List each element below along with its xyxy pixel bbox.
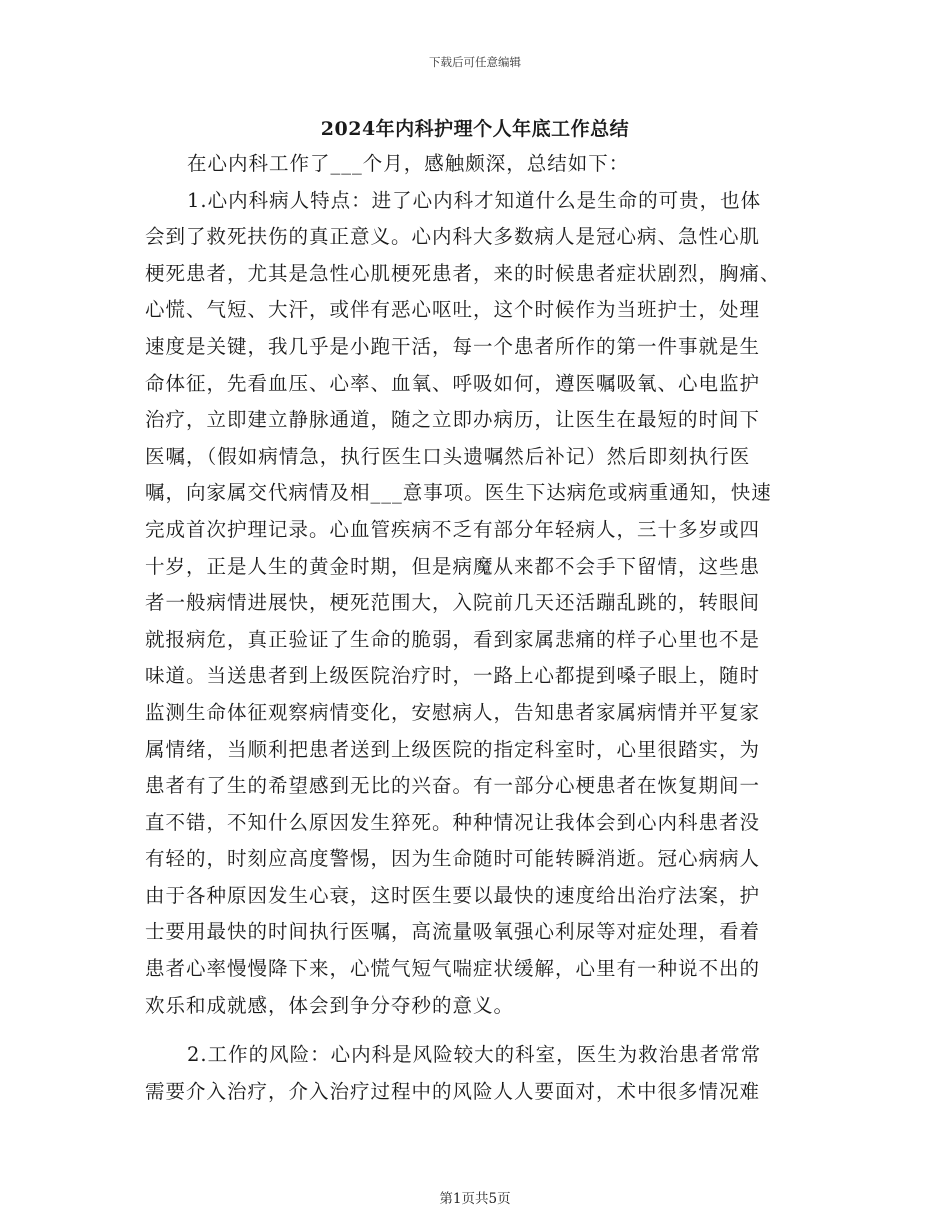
text-line: 欢乐和成就感，体会到争分夺秒的意义。: [145, 993, 515, 1017]
document-title: 2024年内科护理个人年底工作总结: [320, 118, 630, 140]
section-1: [145, 146, 805, 1024]
section-2: [145, 1037, 805, 1110]
text-line: 就报病危，真正验证了生命的脆弱，看到家属悲痛的样子心里也不是: [145, 627, 761, 651]
text-line: 治疗，立即建立静脉通道，随之立即办病历，让医生在最短的时间下: [145, 408, 761, 432]
intro-line: 在心内科工作了___个月，感触颇深，总结如下：: [187, 152, 630, 175]
text-line: 士要用最快的时间执行医嘱，高流量吸氧强心利尿等对症处理，看着: [145, 920, 761, 944]
text-line: 者一般病情进展快，梗死范围大，入院前几天还活蹦乱跳的，转眼间: [145, 591, 761, 615]
text-line: 1.心内科病人特点：进了心内科才知道什么是生命的可贵，也体: [187, 188, 762, 212]
text-line: 患者有了生的希望感到无比的兴奋。有一部分心梗患者在恢复期间一: [145, 774, 761, 798]
text-line: 嘱，向家属交代病情及相___意事项。医生下达病危或病重通知，快速: [145, 481, 772, 505]
text-line: 十岁，正是人生的黄金时期，但是病魔从来都不会手下留情，这些患: [145, 554, 761, 578]
text-line: 监测生命体征观察病情变化，安慰病人，告知患者家属病情并平复家: [145, 700, 761, 724]
text-line: 2.工作的风险：心内科是风险较大的科室，医生为救治患者常常: [187, 1043, 762, 1066]
page-number: 第1页共5页: [439, 1191, 511, 1207]
text-line: 有轻的，时刻应高度警惕，因为生命随时可能转瞬消逝。冠心病病人: [145, 847, 761, 871]
text-line: 完成首次护理记录。心血管疾病不乏有部分年轻病人，三十多岁或四: [145, 517, 761, 541]
text-line: 医嘱，（假如病情急，执行医生口头遗嘱然后补记）然后即刻执行医: [145, 444, 751, 468]
text-line: 属情绪，当顺利把患者送到上级医院的指定科室时，心里很踏实，为: [145, 737, 761, 761]
text-line: 患者心率慢慢降下来，心慌气短气喘症状缓解，心里有一种说不出的: [145, 957, 761, 981]
text-line: 命体征，先看血压、心率、血氧、呼吸如何，遵医嘱吸氧、心电监护: [145, 371, 761, 395]
text-line: 心慌、气短、大汗，或伴有恶心呕吐，这个时候作为当班护士，处理: [145, 298, 761, 322]
text-line: 速度是关键，我几乎是小跑干活，每一个患者所作的第一件事就是生: [145, 334, 761, 358]
text-line: 梗死患者，尤其是急性心肌梗死患者，来的时候患者症状剧烈，胸痛、: [145, 261, 781, 285]
header-note: 下载后可任意编辑: [429, 55, 521, 69]
text-line: 会到了救死扶伤的真正意义。心内科大多数病人是冠心病、急性心肌: [145, 225, 761, 249]
text-line: 由于各种原因发生心衰，这时医生要以最快的速度给出治疗法案，护: [145, 883, 761, 907]
text-line: 需要介入治疗，介入治疗过程中的风险人人要面对，术中很多情况难: [145, 1079, 761, 1103]
text-line: 直不错，不知什么原因发生猝死。种种情况让我体会到心内科患者没: [145, 810, 761, 834]
text-line: 味道。当送患者到上级医院治疗时，一路上心都提到嗓子眼上，随时: [145, 664, 761, 688]
